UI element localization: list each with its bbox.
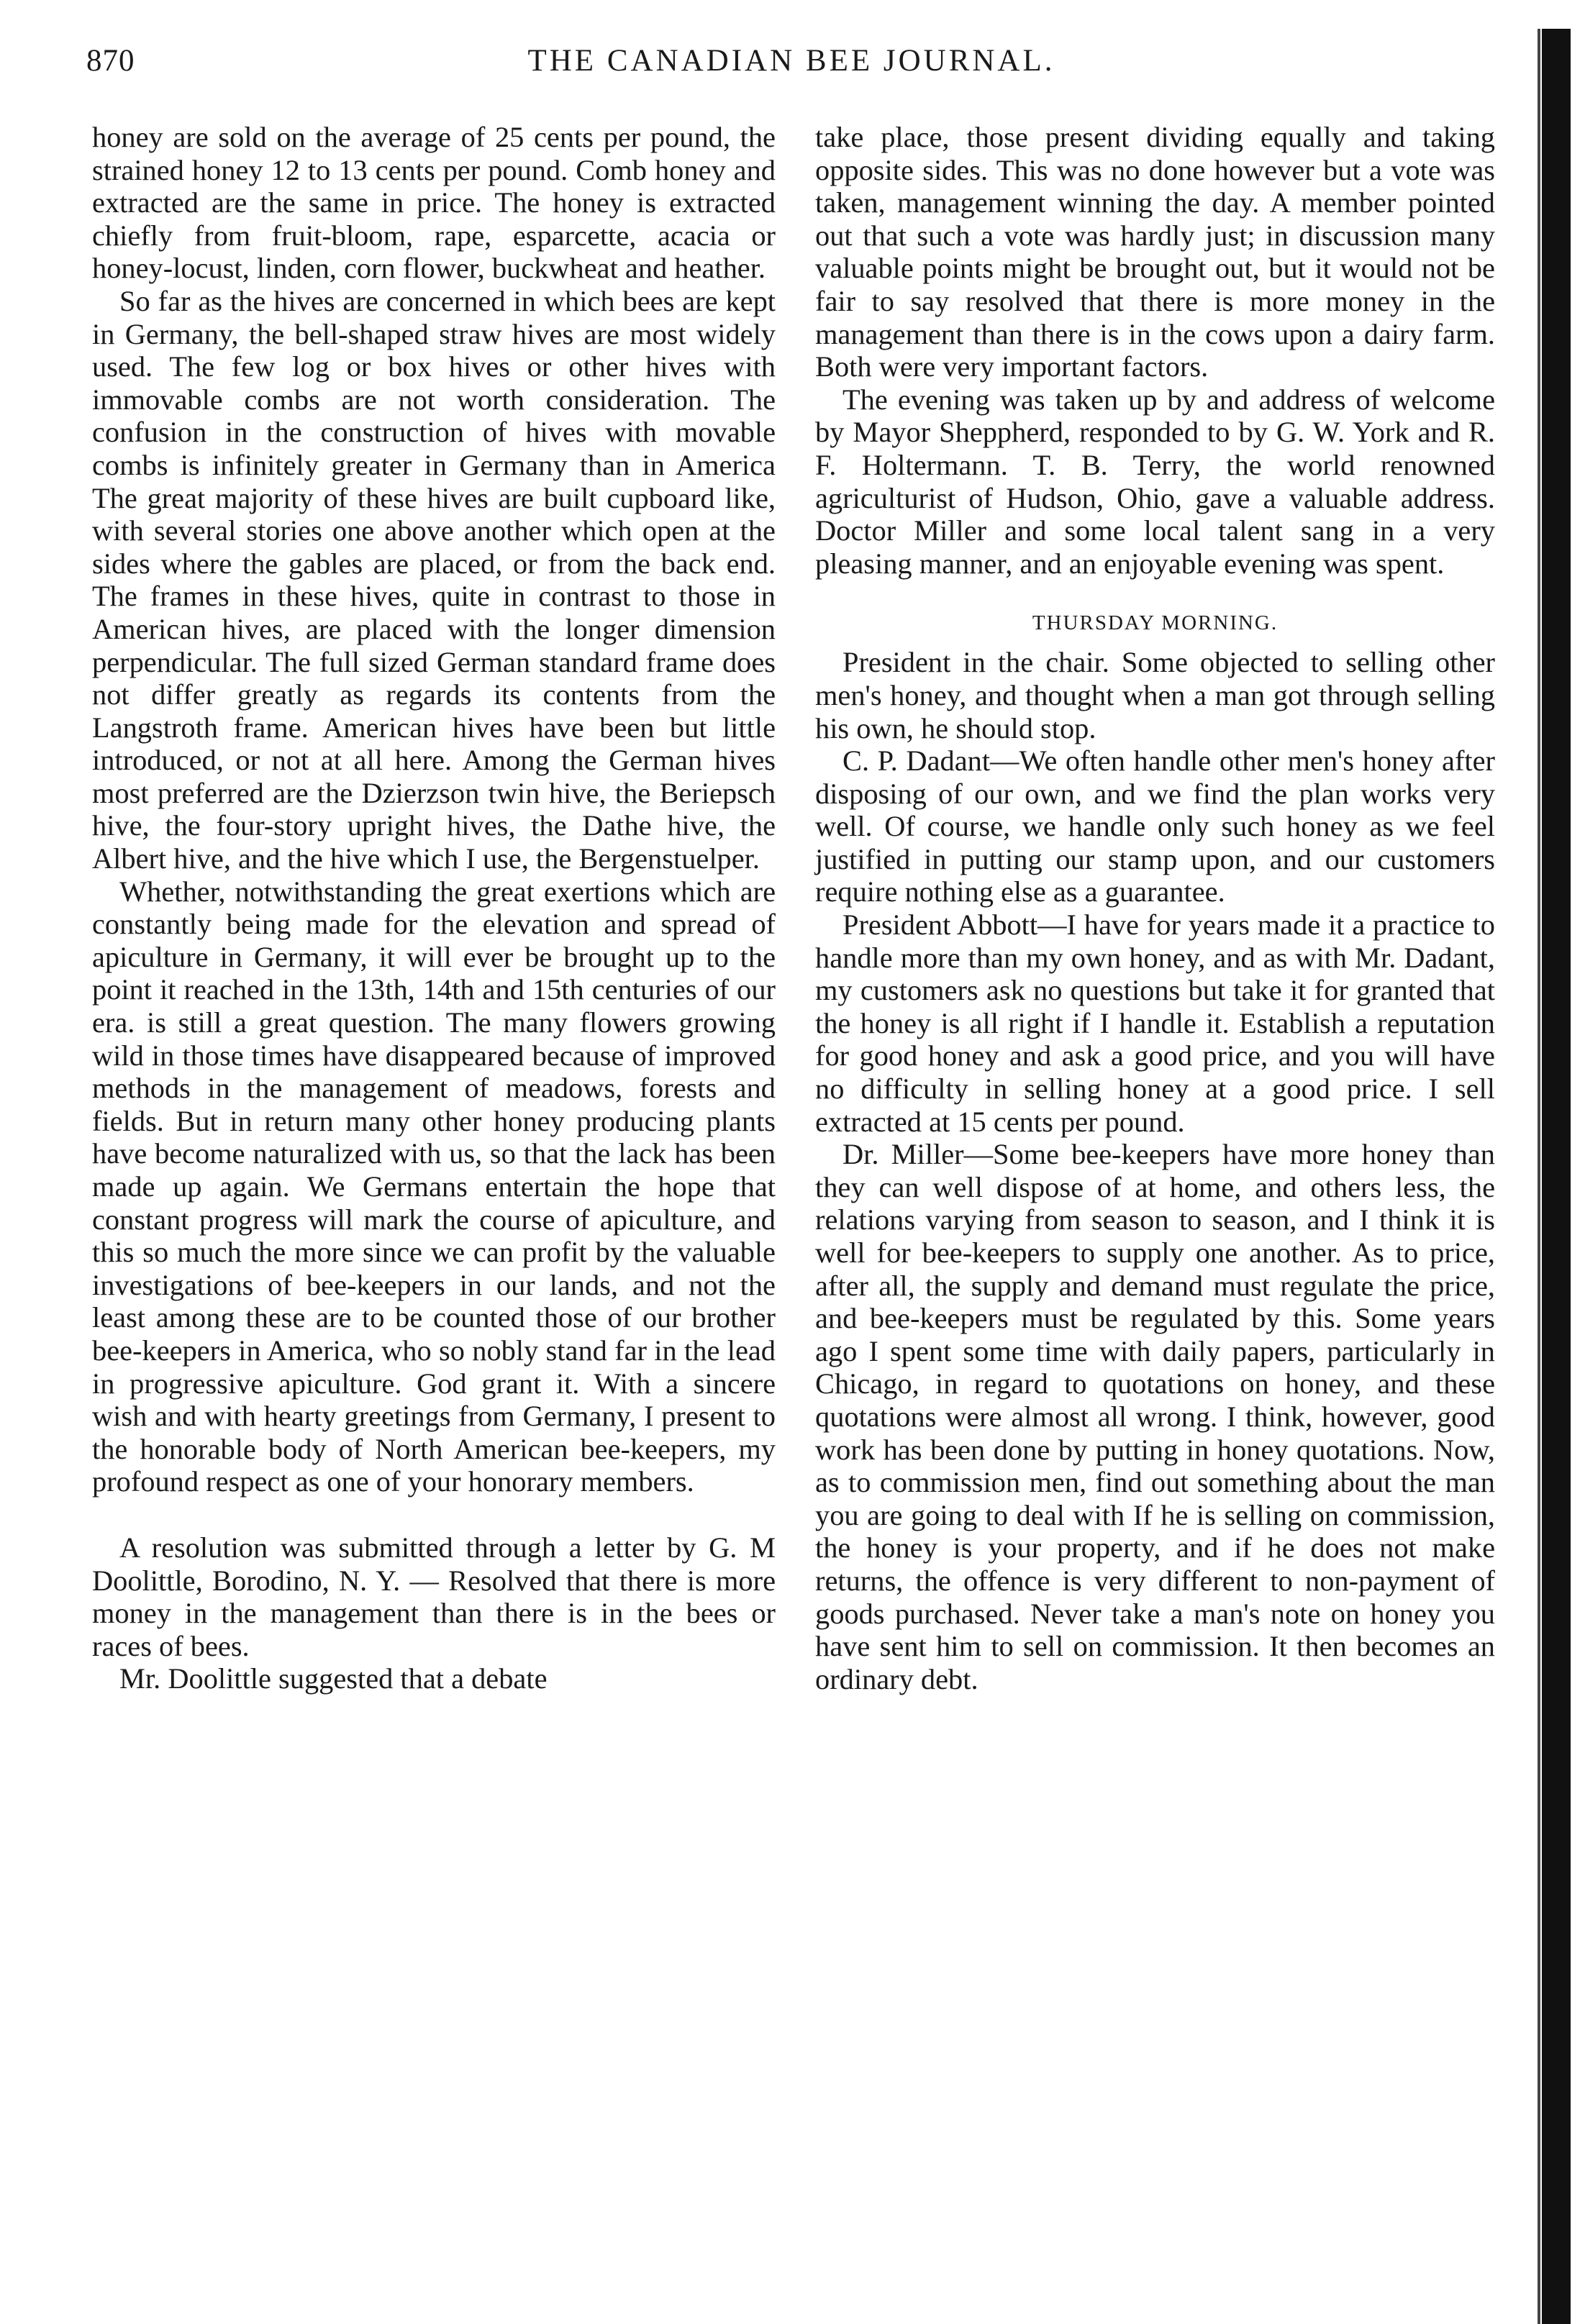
paragraph: The evening was taken up by and address of welcome by Mayor Sheppherd, responded to by G. W. York and R. F. Holtermann. T. B. Terry, the world renowned agriculturist of Hudson, Ohio, gave a valuable address. Doctor Miller and some local talent sang in a very pleasing manner, and an enjoyable evening was spent. [815, 383, 1495, 580]
paragraph: Mr. Doolittle suggested that a debate [119, 1662, 548, 1695]
section-heading: THURSDAY MORNING. [1032, 611, 1279, 635]
paragraph: A resolution was submitted through a letter by G. M Doolittle, Borodino, N. Y. — Resolved that there is more money in the management than there is in the bees or races of bees. [92, 1531, 776, 1662]
left-column [92, 121, 776, 1695]
paragraph: Whether, notwithstanding the great exertions which are constantly being made for the elevation and spread of apiculture in Germany, it will ever be brought up to the point it reached in the 13th, 14th and 15th centuries of our era. is still a great question. The many flowers growing wild in those times have disappeared because of improved methods in the management of meadows, forests and fields. But in return many other honey producing plants have become naturalized with us, so that the lack has been made up again. We Germans entertain the hope that constant progress will mark the course of apiculture, and this so much the more since we can profit by the valuable investigations of bee-keepers in our lands, and not the least among these are to be counted those of our brother bee-keepers in America, who so nobly stand far in the lead in progressive apiculture. God grant it. With a sincere wish and with hearty greetings from Germany, I present to the honorable body of North American bee-keepers, my profound respect as one of your honorary members. [92, 875, 776, 1498]
paragraph: take place, those present dividing equally and taking opposite sides. This was no done however but a vote was taken, management winning the day. A member pointed out that such a vote was hardly just; in discussion many valuable points might be brought out, but it would not be fair to say resolved that there is more money in the management than there is in the cows upon a dairy farm. Both were very important factors. [815, 121, 1495, 383]
paragraph: President Abbott—I have for years made it a practice to handle more than my own honey, and as with Mr. Dadant, my customers ask no questions but take it for granted that the honey is all right if I handle it. Establish a reputation for good honey and ask a good price, and you will have no difficulty in selling honey at a good price. I sell extracted at 15 cents per pound. [815, 908, 1495, 1138]
page-header [86, 43, 1497, 94]
paragraph: So far as the hives are concerned in which bees are kept in Germany, the bell-shaped straw hives are most widely used. The few log or box hives or other hives with immovable combs are not worth consideration. The confusion in the construction of hives with movable combs is infinitely greater in Germany than in America The great majority of these hives are built cupboard like, with several stories one above another which open at the sides where the gables are placed, or from the back end. The frames in these hives, quite in contrast to those in American hives, are placed with the longer dimension perpendicular. The full sized German standard frame does not differ greatly as regards its contents from the Langstroth frame. American hives have been but little introduced, or not at all here. Among the German hives most preferred are the Dzierzson twin hive, the Beriepsch hive, the four-story upright hives, the Dathe hive, the Albert hive, and the hive which I use, the Bergenstuelper. [92, 284, 776, 875]
binding-edge-line [1538, 29, 1540, 2324]
paragraph: honey are sold on the average of 25 cents per pound, the strained honey 12 to 13 cents per pound. Comb honey and extracted are the same in price. The honey is extracted chiefly from fruit-bloom, rape, esparcette, acacia or honey-locust, linden, corn flower, buckwheat and heather. [92, 121, 776, 285]
paragraph: Dr. Miller—Some bee-keepers have more honey than they can well dispose of at home, and others less, the relations varying from season to season, and I think it is well for bee-keepers to supply one another. As to price, after all, the supply and demand must regulate the price, and bee-keepers must be regulated by this. Some years ago I spent some time with daily papers, particularly in Chicago, in regard to quotations on honey, and these quotations were almost all wrong. I think, however, good work has been done by putting in honey quotations. Now, as to commission men, find out something about the man you are going to deal with If he is selling on commission, the honey is your property, and if he does not make returns, the offence is very different to non-payment of goods purchased. Never take a man's note on honey you have sent him to sell on commission. It then becomes an ordinary debt. [815, 1138, 1495, 1695]
right-column [815, 121, 1495, 1695]
paragraph: President in the chair. Some objected to selling other men's honey, and thought when a man got through selling his own, he should stop. [815, 646, 1495, 744]
binding-edge-shadow [1542, 29, 1571, 2324]
journal-title: THE CANADIAN BEE JOURNAL. [527, 44, 1055, 78]
page-number: 870 [86, 44, 135, 78]
paragraph: C. P. Dadant—We often handle other men's honey after disposing of our own, and we find the plan works very well. Of course, we handle only such honey as we feel justified in putting our stamp upon, and our customers require nothing else as a guarantee. [815, 744, 1495, 908]
